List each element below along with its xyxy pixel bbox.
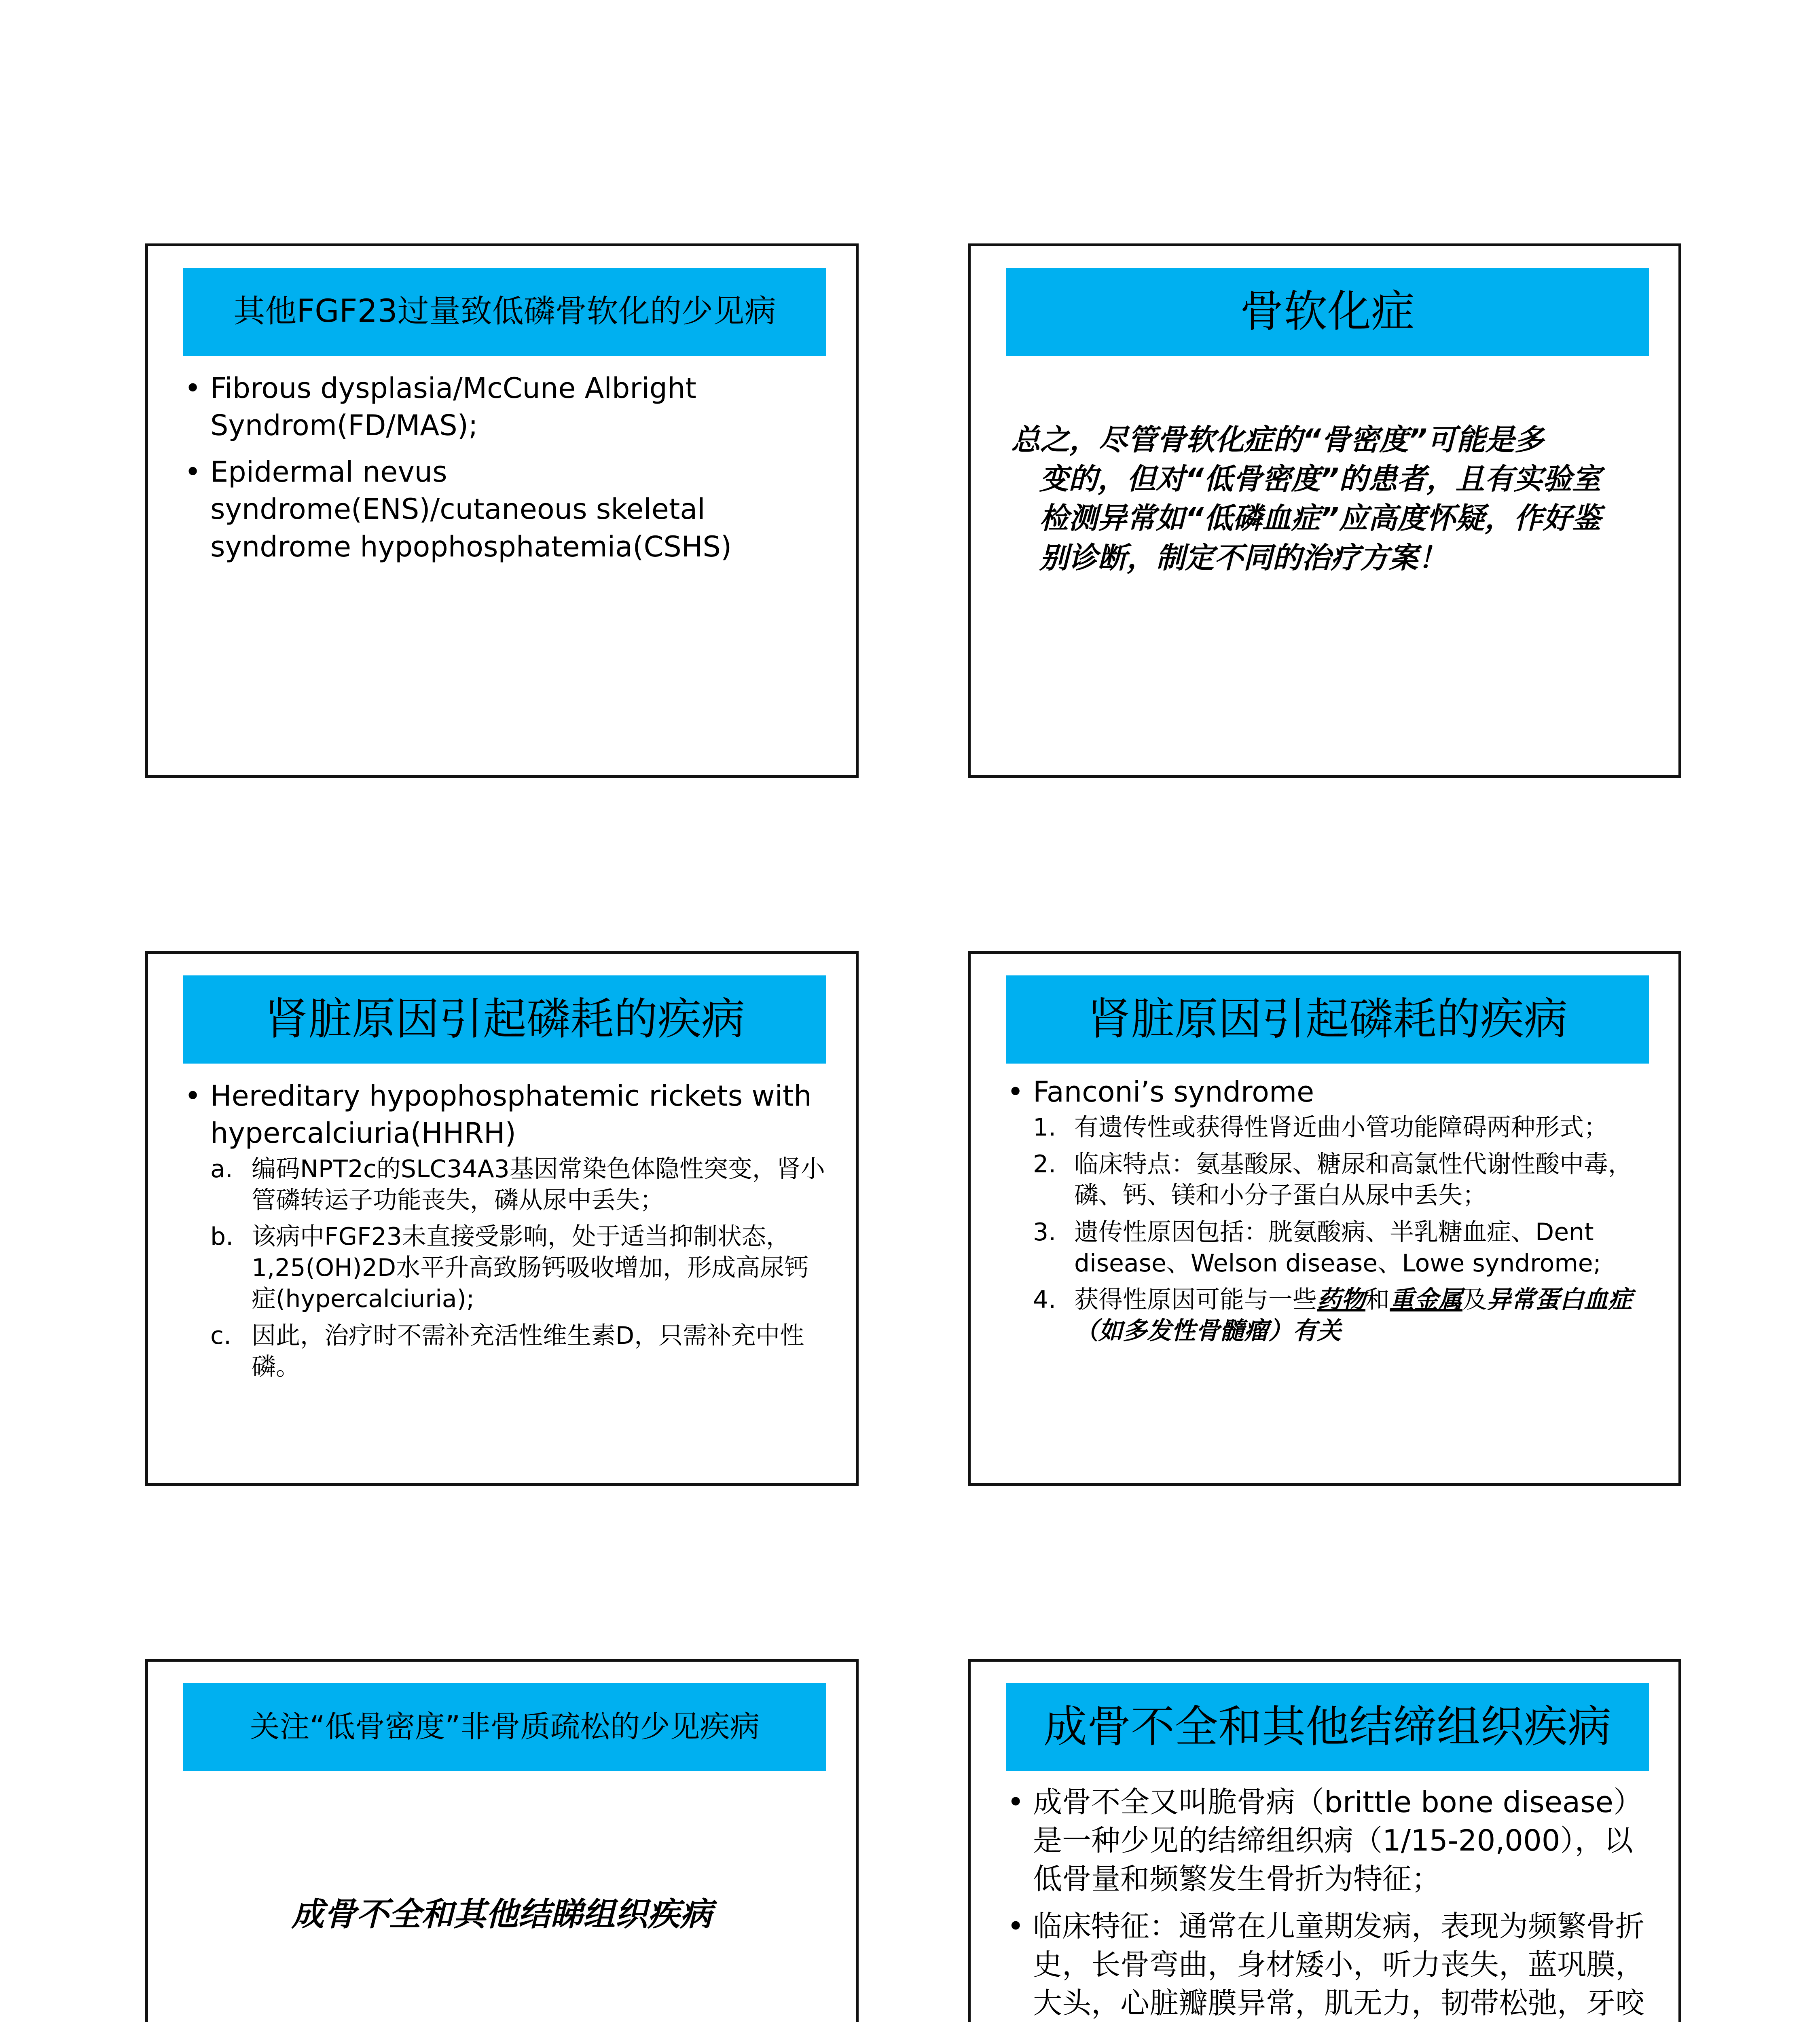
sub-item-marker: 1. [1033, 1113, 1056, 1142]
slide-3 [145, 951, 859, 1486]
sub-item-marker: a. [210, 1155, 233, 1183]
sub-item-text: 和 [1365, 1286, 1390, 1314]
sub-item-text: 获得性原因可能与一些 [1074, 1286, 1317, 1314]
summary-line-1: 总之，尽管骨软化症的“骨密度”可能是多 [1011, 423, 1544, 457]
bullet-item: • Fibrous dysplasia/McCune Albright Syndrom(FD/MAS); [177, 370, 832, 444]
sub-item-text: 遗传性原因包括：胱氨酸病、半乳糖血症、Dent disease、Welson disease、Lowe syndrome; [1074, 1218, 1601, 1277]
abnormal-protein-emphasis: 异常蛋白血症（如多发性骨髓瘤）有关 [1074, 1286, 1632, 1345]
slide-title: 其他FGF23过量致低磷骨软化的少见病 [183, 268, 826, 356]
slide-4 [968, 951, 1681, 1486]
slide-1 [145, 243, 859, 778]
sub-item [1033, 1217, 1654, 1279]
bullet-item: • 临床特征：通常在儿童期发病，表现为频繁骨折史，长骨弯曲，身材矮小，听力丧失，蓝巩膜，大头，心脏瓣膜异常，肌无力，韧带松弛，牙咬 [1000, 1907, 1654, 2022]
sub-item [1033, 1112, 1654, 1143]
sub-item [1033, 1149, 1654, 1211]
bullet-text: Fanconi’s syndrome [1033, 1075, 1314, 1108]
centered-heading: 成骨不全和其他结睇组织疾病 [292, 1895, 712, 1933]
bullet-item [177, 1077, 832, 1382]
slide-title: 成骨不全和其他结缔组织疾病 [1006, 1683, 1649, 1771]
slide-2 [968, 243, 1681, 778]
drug-emphasis: 药物 [1317, 1286, 1365, 1314]
slide-6 [968, 1659, 1681, 2022]
sub-item-marker: 4. [1033, 1286, 1056, 1314]
sub-item [1033, 1284, 1654, 1347]
sub-item-marker: 2. [1033, 1150, 1056, 1179]
sub-item-text: 及 [1462, 1286, 1487, 1314]
sub-item-text: 因此，治疗时不需补充活性维生素D，只需补充中性磷。 [252, 1321, 804, 1381]
sub-item-marker: 3. [1033, 1218, 1056, 1246]
sub-item-marker: b. [210, 1223, 234, 1251]
sub-item-text: 编码NPT2c的SLC34A3基因常染色体隐性突变，肾小管磷转运子功能丧失，磷从尿中丢失； [252, 1155, 825, 1214]
sub-item [210, 1154, 832, 1216]
sub-item-text: 临床特点：氨基酸尿、糖尿和高氯性代谢性酸中毒，磷、钙、镁和小分子蛋白从尿中丢失； [1074, 1150, 1632, 1210]
sub-item-text: 有遗传性或获得性肾近曲小管功能障碍两种形式； [1074, 1113, 1608, 1142]
bullet-text: Hereditary hypophosphatemic rickets with hypercalciuria(HHRH) [210, 1079, 812, 1150]
sub-item-marker: c. [210, 1321, 232, 1350]
slide-title: 肾脏原因引起磷耗的疾病 [1006, 975, 1649, 1064]
summary-text [1011, 420, 1630, 577]
heavy-metal-emphasis: 重金属 [1390, 1286, 1462, 1314]
sub-item [210, 1320, 832, 1383]
slide-5 [145, 1659, 859, 2022]
slide-title: 肾脏原因引起磷耗的疾病 [183, 975, 826, 1064]
sub-item-text: 该病中FGF23未直接受影响，处于适当抑制状态，1,25(OH)2D水平升高致肠钙吸收增加，形成高尿钙症(hypercalciuria); [252, 1223, 809, 1313]
summary-line-rest: 变的，但对“低骨密度”的患者，且有实验室检测异常如“低磷血症”应高度怀疑，作好鉴别诊断，制定不同的治疗方案！ [1039, 462, 1601, 575]
bullet-item [1000, 1073, 1654, 1347]
slide-title: 关注“低骨密度”非骨质疏松的少见疾病 [183, 1683, 826, 1771]
bullet-item: • 成骨不全又叫脆骨病（brittle bone disease）是一种少见的结缔组织病（1/15-20,000），以低骨量和频繁发生骨折为特征； [1000, 1783, 1654, 1898]
slide-title: 骨软化症 [1006, 268, 1649, 356]
sub-item [210, 1221, 832, 1314]
bullet-item: • Epidermal nevus syndrome(ENS)/cutaneous skeletal syndrome hypophosphatemia(CSHS) [177, 453, 832, 565]
